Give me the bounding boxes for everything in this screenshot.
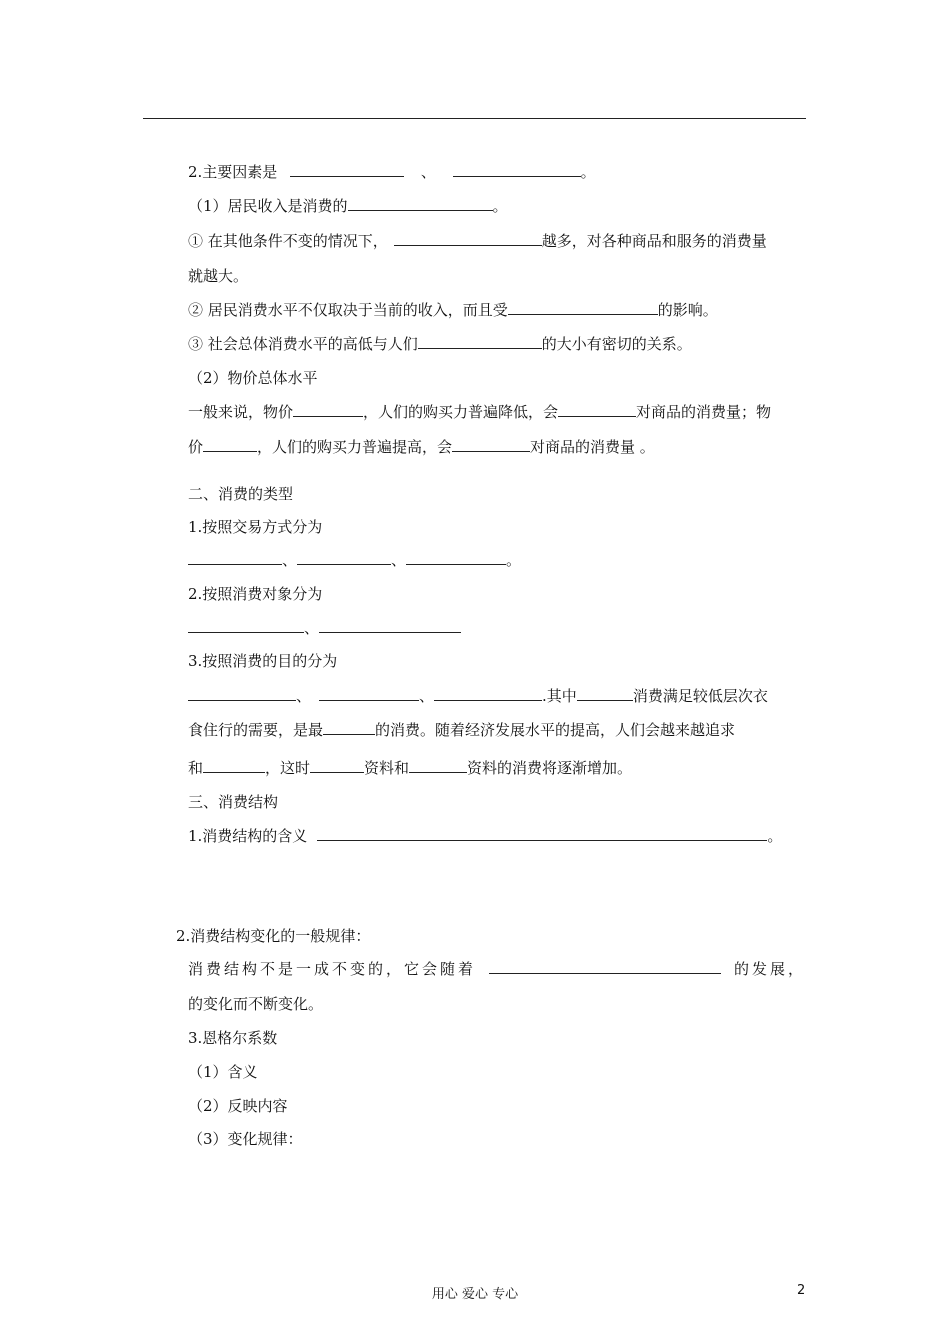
page-number: 2 xyxy=(797,1283,806,1298)
header-rule xyxy=(143,118,806,119)
fill-blank[interactable] xyxy=(188,550,282,565)
fill-blank[interactable] xyxy=(452,437,530,452)
income-subheading: （1）居民收入是消费的 。 xyxy=(188,197,508,215)
fill-blank[interactable] xyxy=(418,334,542,349)
purpose-line-3: 和 ，这时 资料和 资料的消费将逐渐增加。 xyxy=(188,759,633,777)
fill-blank[interactable] xyxy=(319,618,461,633)
price-line-1: 一般来说，物价 ，人们的购买力普遍降低，会 对商品的消费量；物 xyxy=(188,403,772,421)
price-subheading: （2）物价总体水平 xyxy=(188,369,318,387)
fill-blank[interactable] xyxy=(203,758,265,773)
main-factors-heading: 2.主要因素是 、 。 xyxy=(188,163,596,181)
engel-pattern: （3）变化规律： xyxy=(188,1130,303,1148)
fill-blank[interactable] xyxy=(409,758,467,773)
fill-blank[interactable] xyxy=(319,686,419,701)
fill-blank[interactable] xyxy=(188,686,296,701)
structure-rule-continued: 的变化而不断变化。 xyxy=(188,995,324,1013)
fill-blank[interactable] xyxy=(558,402,636,417)
engel-meaning: （1）含义 xyxy=(188,1063,258,1081)
object-heading: 2.按照消费对象分为 xyxy=(188,585,323,603)
engel-content: （2）反映内容 xyxy=(188,1097,288,1115)
section-2-heading: 二、消费的类型 xyxy=(188,485,294,503)
structure-rule-heading: 2.消费结构变化的一般规律： xyxy=(176,927,371,945)
fill-blank[interactable] xyxy=(203,437,257,452)
fill-blank[interactable] xyxy=(290,162,404,177)
fill-blank[interactable] xyxy=(317,826,767,841)
fill-blank[interactable] xyxy=(323,720,375,735)
fill-blank[interactable] xyxy=(394,231,542,246)
fill-blank[interactable] xyxy=(453,162,581,177)
fill-blank[interactable] xyxy=(489,959,721,974)
object-blanks: 、 xyxy=(188,618,461,638)
purpose-blanks: 、 、 .其中 消费满足较低层次衣 xyxy=(188,686,768,706)
fill-blank[interactable] xyxy=(188,618,304,633)
purpose-heading: 3.按照消费的目的分为 xyxy=(188,652,338,670)
structure-definition-line: 1.消费结构的含义 。 xyxy=(188,827,783,845)
fill-blank[interactable] xyxy=(297,550,391,565)
fill-blank[interactable] xyxy=(508,300,658,315)
price-line-2: 价 ，人们的购买力普遍提高，会 对商品的消费量 。 xyxy=(188,438,655,456)
point-1-continued: 就越大。 xyxy=(188,267,249,285)
structure-rule-line: 消费结构不是一成不变的，它会随着 的发展， xyxy=(188,960,806,978)
footer-text: 用心 爱心 专心 xyxy=(431,1287,519,1302)
trade-method-blanks: 、 、 。 xyxy=(188,550,521,570)
trade-method-heading: 1.按照交易方式分为 xyxy=(188,518,323,536)
point-3-line: ③ 社会总体消费水平的高低与人们 的大小有密切的关系。 xyxy=(188,335,692,353)
point-1-line: ① 在其他条件不变的情况下， 越多，对各种商品和服务的消费量 xyxy=(188,232,767,250)
fill-blank[interactable] xyxy=(348,196,493,211)
fill-blank[interactable] xyxy=(310,758,364,773)
fill-blank[interactable] xyxy=(293,402,363,417)
section-3-heading: 三、消费结构 xyxy=(188,793,279,811)
fill-blank[interactable] xyxy=(577,686,633,701)
purpose-line-2: 食住行的需要，是最 的消费。随着经济发展水平的提高，人们会越来越追求 xyxy=(188,721,736,739)
engel-heading: 3.恩格尔系数 xyxy=(188,1029,278,1047)
point-2-line: ② 居民消费水平不仅取决于当前的收入，而且受 的影响。 xyxy=(188,301,718,319)
fill-blank[interactable] xyxy=(434,686,542,701)
fill-blank[interactable] xyxy=(406,550,506,565)
